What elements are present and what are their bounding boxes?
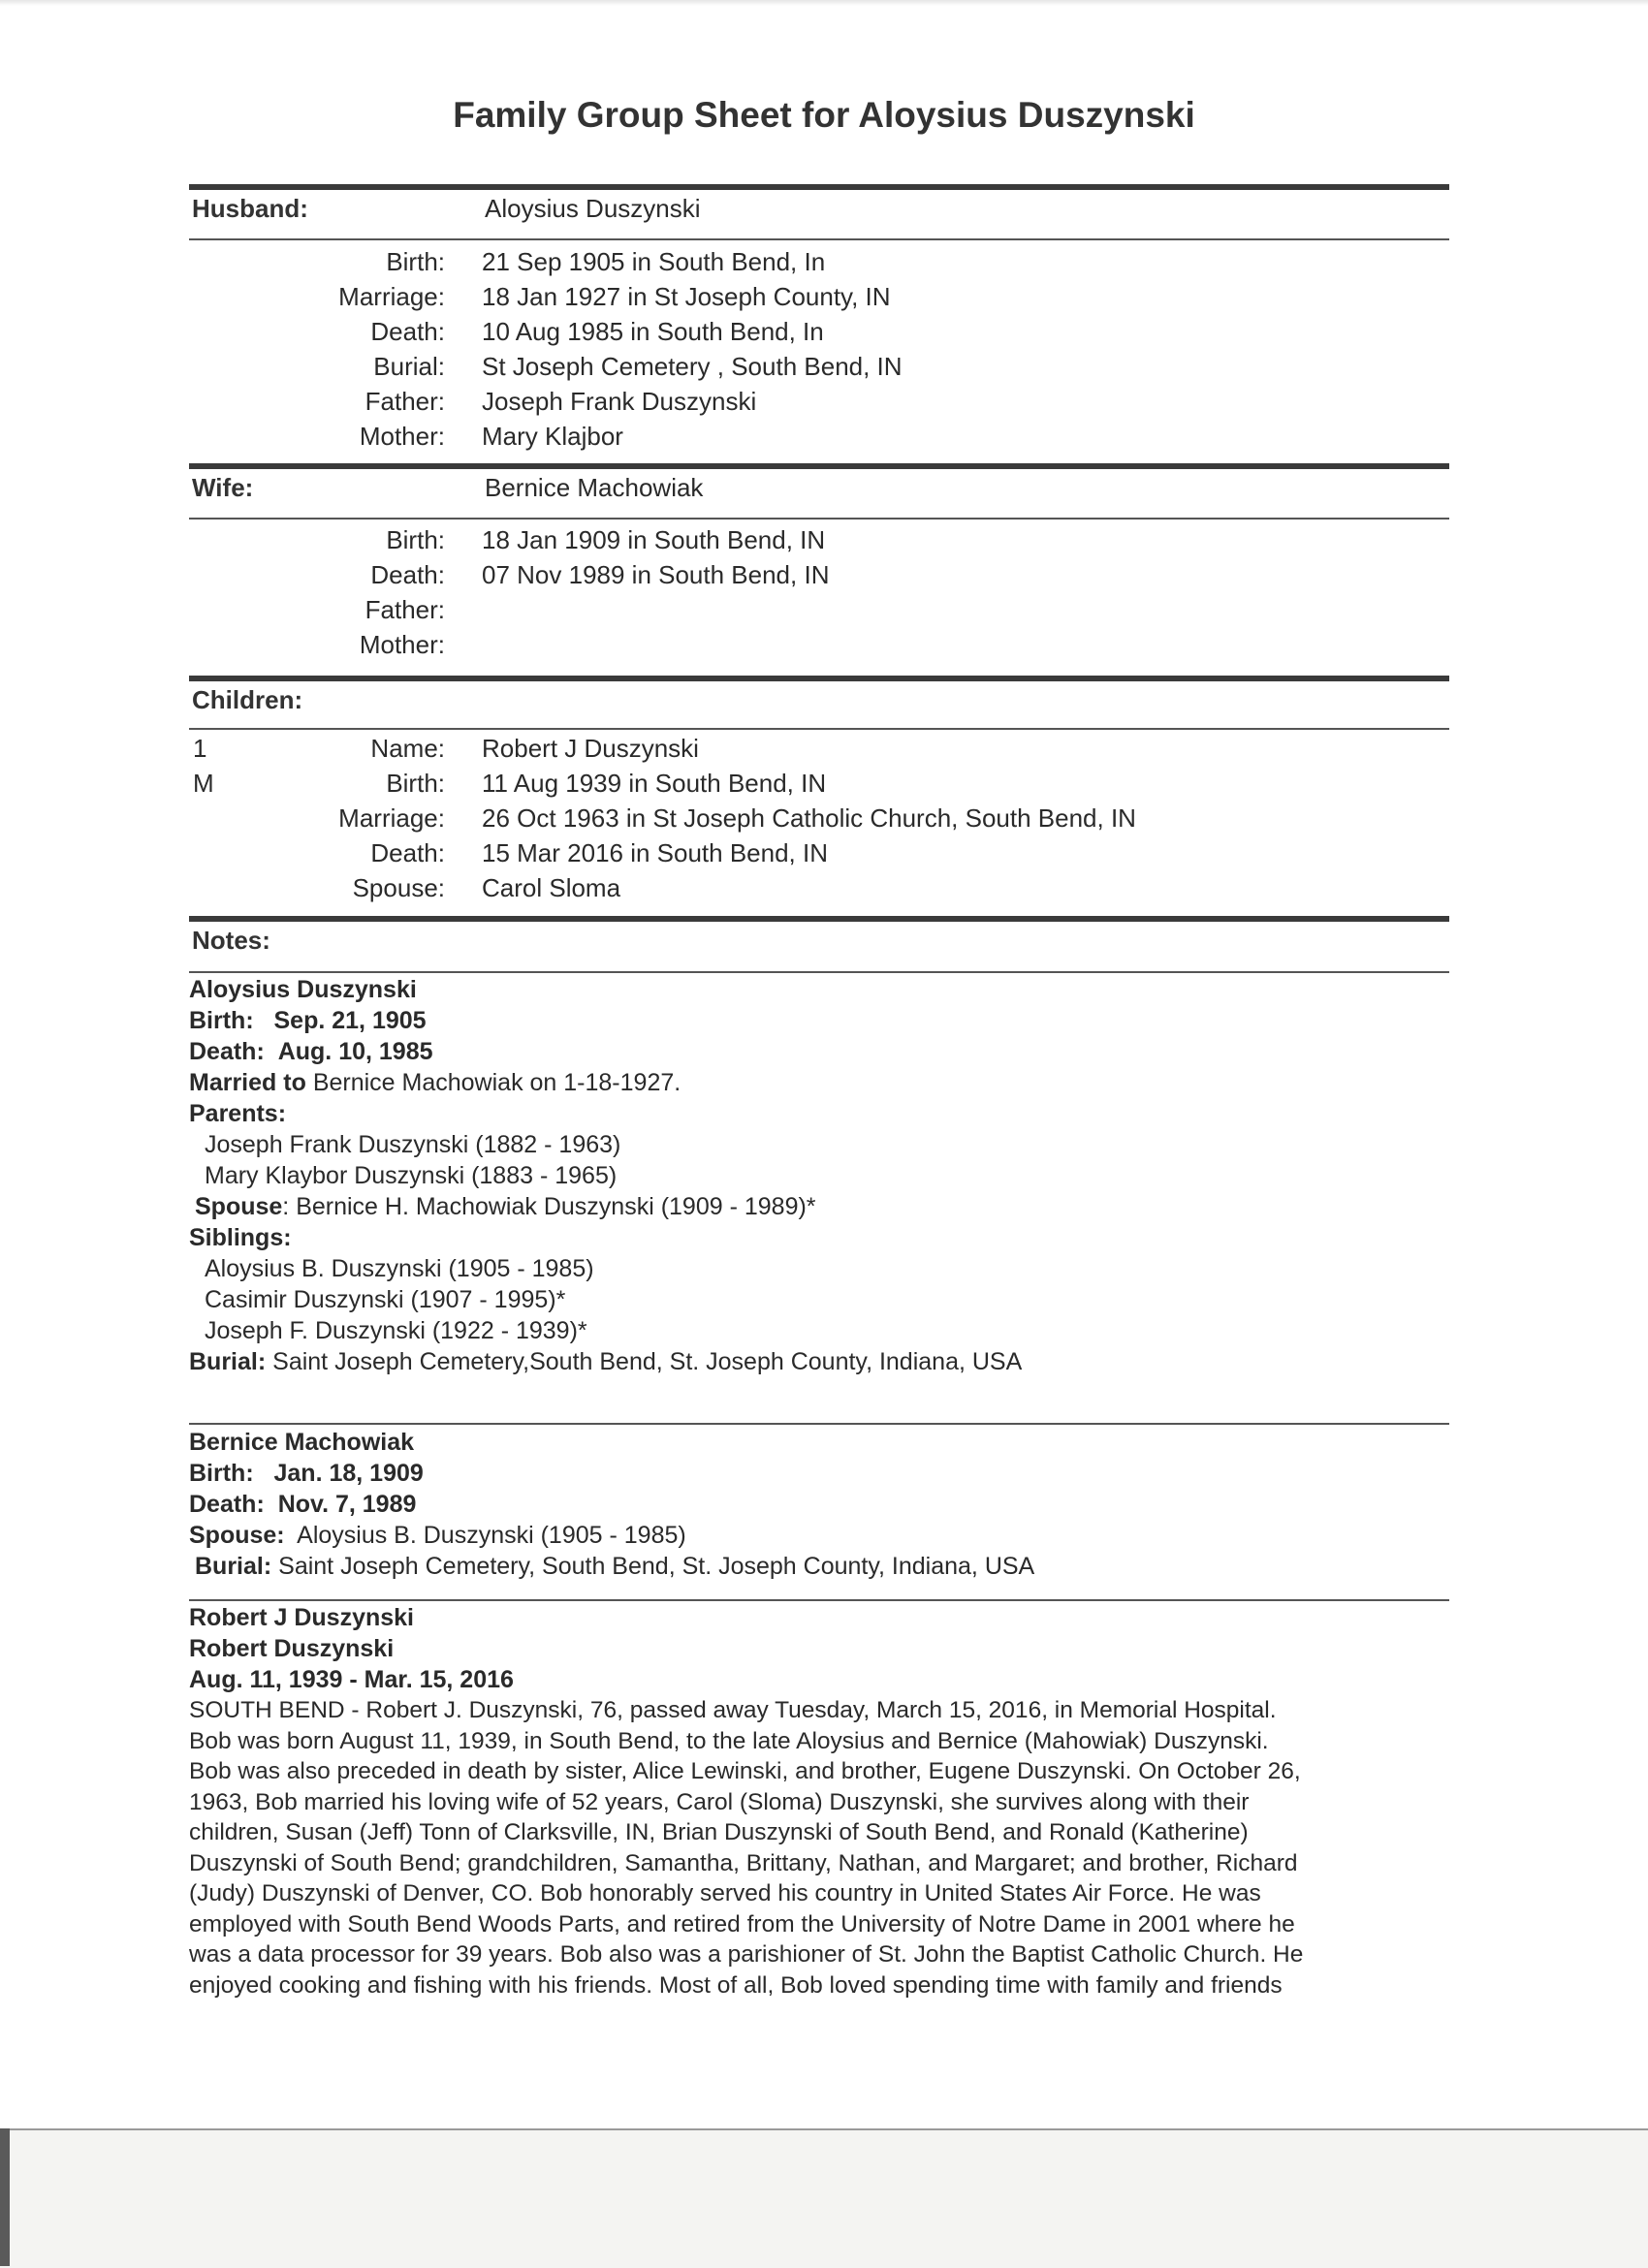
obituary-line: Bob was born August 11, 1939, in South Bend, to the late Aloysius and Bernice (Mahowiak) Duszynski.	[189, 1727, 1269, 1754]
fact-value: 26 Oct 1963 in St Joseph Catholic Church, South Bend, IN	[482, 803, 1136, 833]
fact-row	[189, 592, 1449, 627]
note-siblings-label: Siblings:	[189, 1224, 292, 1251]
note-parent: Joseph Frank Duszynski (1882 - 1963)	[205, 1131, 621, 1158]
fact-value: 15 Mar 2016 in South Bend, IN	[482, 838, 829, 867]
divider	[189, 238, 1449, 240]
fact-value: 11 Aug 1939 in South Bend, IN	[482, 769, 827, 798]
note-birth: Birth: Jan. 18, 1909	[189, 1460, 424, 1487]
scan-bottom-edge	[0, 2128, 1648, 2268]
fact-row	[189, 766, 1449, 801]
note-married: Married to Bernice Machowiak on 1-18-1927.	[189, 1069, 681, 1096]
fact-row	[189, 627, 1449, 662]
fact-label: Birth:	[386, 525, 445, 554]
fact-label: Death:	[370, 838, 445, 867]
fact-row	[189, 522, 1449, 557]
note-aloysius	[189, 974, 1449, 1377]
fact-value: Mary Klajbor	[482, 422, 623, 451]
note-spouse: Spouse: Bernice H. Machowiak Duszynski (1909 - 1989)*	[195, 1193, 816, 1220]
note-birth: Birth: Sep. 21, 1905	[189, 1007, 427, 1034]
children-label: Children:	[192, 685, 303, 714]
husband-name: Aloysius Duszynski	[485, 194, 701, 223]
note-burial: Burial: Saint Joseph Cemetery,South Bend, St. Joseph County, Indiana, USA	[189, 1348, 1023, 1375]
fact-label: Death:	[370, 317, 445, 346]
obituary-line: employed with South Bend Woods Parts, and retired from the University of Notre Dame in 2001 where he	[189, 1910, 1295, 1937]
fact-row	[189, 419, 1449, 454]
fact-row	[189, 870, 1449, 905]
obituary-line: children, Susan (Jeff) Tonn of Clarksville, IN, Brian Duszynski of South Bend, and Ronald (Katherine)	[189, 1819, 1249, 1845]
obituary-line: Bob was also preceded in death by sister, Alice Lewinski, and brother, Eugene Duszynski. On October 26,	[189, 1758, 1301, 1784]
wife-name: Bernice Machowiak	[485, 473, 704, 502]
fact-value: 18 Jan 1927 in St Joseph County, IN	[482, 282, 891, 311]
obituary-line: Duszynski of South Bend; grandchildren, Samantha, Brittany, Nathan, and Margaret; and brother, Richard	[189, 1849, 1298, 1876]
divider	[189, 518, 1449, 520]
child-sex: M	[193, 769, 214, 798]
fact-row	[189, 349, 1449, 384]
wife-facts	[189, 522, 1449, 662]
obituary-line: was a data processor for 39 years. Bob also was a parishioner of St. John the Baptist Catholic Church. He	[189, 1941, 1304, 1968]
fact-row	[189, 731, 1449, 766]
note-name: Robert J Duszynski	[189, 1604, 415, 1631]
wife-label: Wife:	[192, 473, 254, 502]
fact-value: Joseph Frank Duszynski	[482, 387, 757, 416]
fact-value: St Joseph Cemetery , South Bend, IN	[482, 352, 903, 381]
fact-value: 10 Aug 1985 in South Bend, In	[482, 317, 824, 346]
section-rule	[189, 463, 1449, 469]
fact-label: Father:	[364, 595, 445, 624]
divider	[189, 1599, 1449, 1601]
section-rule	[189, 184, 1449, 190]
fact-row	[189, 835, 1449, 870]
note-robert	[189, 1602, 1449, 2000]
fact-row	[189, 384, 1449, 419]
fact-label: Marriage:	[338, 282, 445, 311]
divider	[189, 1423, 1449, 1425]
note-bernice	[189, 1427, 1449, 1582]
husband-facts	[189, 244, 1449, 454]
fact-row	[189, 279, 1449, 314]
divider	[189, 728, 1449, 730]
fact-label: Mother:	[359, 422, 445, 451]
fact-label: Death:	[370, 560, 445, 589]
fact-value: 07 Nov 1989 in South Bend, IN	[482, 560, 830, 589]
note-burial: Burial: Saint Joseph Cemetery, South Bend, St. Joseph County, Indiana, USA	[195, 1553, 1035, 1580]
scan-corner-shadow	[0, 2128, 10, 2266]
fact-label: Mother:	[359, 630, 445, 659]
section-rule	[189, 676, 1449, 681]
fact-label: Birth:	[386, 247, 445, 276]
scan-top-edge	[0, 0, 1648, 6]
fact-row	[189, 801, 1449, 835]
fact-value: Robert J Duszynski	[482, 734, 699, 763]
note-sibling: Joseph F. Duszynski (1922 - 1939)*	[205, 1317, 587, 1344]
fact-label: Father:	[364, 387, 445, 416]
divider	[189, 971, 1449, 973]
fact-label: Burial:	[373, 352, 445, 381]
notes-label: Notes:	[192, 926, 270, 955]
page-title: Family Group Sheet for Aloysius Duszynski	[453, 95, 1195, 135]
section-rule	[189, 916, 1449, 922]
obituary-line: (Judy) Duszynski of Denver, CO. Bob honorably served his country in United States Air Force. He was	[189, 1880, 1261, 1906]
fact-label: Name:	[370, 734, 445, 763]
fact-label: Birth:	[386, 769, 445, 798]
child-number: 1	[193, 734, 207, 763]
husband-label: Husband:	[192, 194, 308, 223]
fact-row	[189, 244, 1449, 279]
obituary-line: 1963, Bob married his loving wife of 52 years, Carol (Sloma) Duszynski, she survives along with their	[189, 1788, 1250, 1815]
note-spouse: Spouse: Aloysius B. Duszynski (1905 - 1985)	[189, 1522, 686, 1549]
fact-label: Spouse:	[352, 873, 445, 902]
note-death: Death: Nov. 7, 1989	[189, 1491, 417, 1518]
note-sibling: Aloysius B. Duszynski (1905 - 1985)	[205, 1255, 594, 1282]
fact-value: Carol Sloma	[482, 873, 621, 902]
note-parents-label: Parents:	[189, 1100, 287, 1127]
obituary-line: SOUTH BEND - Robert J. Duszynski, 76, passed away Tuesday, March 15, 2016, in Memorial Hospital.	[189, 1697, 1277, 1723]
fact-label: Marriage:	[338, 803, 445, 833]
note-name: Bernice Machowiak	[189, 1429, 415, 1456]
note-alt-name: Robert Duszynski	[189, 1635, 395, 1662]
fact-value: 18 Jan 1909 in South Bend, IN	[482, 525, 826, 554]
note-parent: Mary Klaybor Duszynski (1883 - 1965)	[205, 1162, 618, 1189]
note-name: Aloysius Duszynski	[189, 976, 417, 1003]
note-dates: Aug. 11, 1939 - Mar. 15, 2016	[189, 1666, 514, 1693]
obituary-line: enjoyed cooking and fishing with his friends. Most of all, Bob loved spending time with family and friends	[189, 1971, 1283, 1999]
fact-row	[189, 557, 1449, 592]
note-sibling: Casimir Duszynski (1907 - 1995)*	[205, 1286, 566, 1313]
fact-row	[189, 314, 1449, 349]
child-facts	[189, 731, 1449, 905]
fact-value: 21 Sep 1905 in South Bend, In	[482, 247, 826, 276]
note-death: Death: Aug. 10, 1985	[189, 1038, 433, 1065]
